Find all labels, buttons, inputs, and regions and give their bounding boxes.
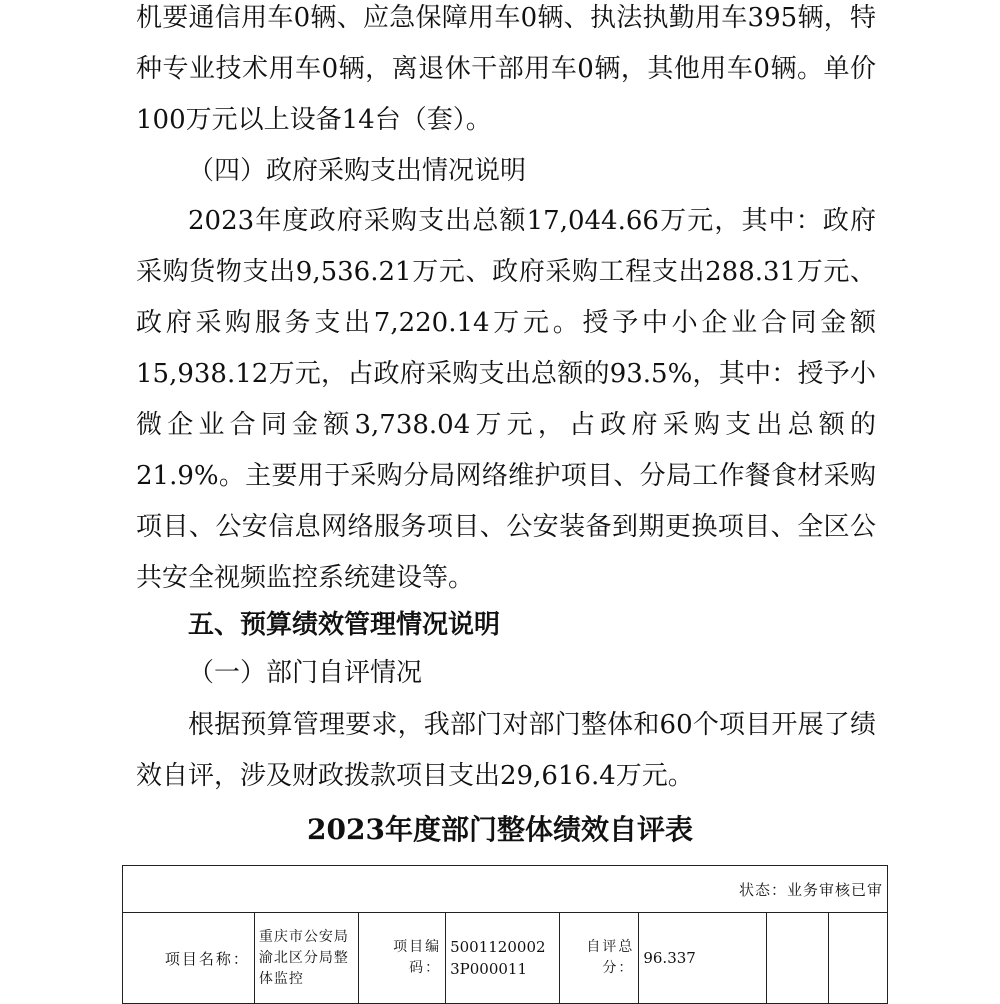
project-name-value: 重庆市公安局渝北区分局整体监控 xyxy=(254,913,358,1004)
project-name-label: 项目名称： xyxy=(123,913,255,1004)
score-value: 96.337 xyxy=(639,913,767,1004)
paragraph-vehicles: 机要通信用车0辆、应急保障用车0辆、执法执勤用车395辆，特种专业技术用车0辆，离退休干部用车0辆，其他用车0辆。单价100万元以上设备14台（套）。 xyxy=(136,3,876,135)
empty-cell xyxy=(767,913,828,1004)
project-code-value: 50011200023P000011 xyxy=(446,913,560,1004)
status-cell: 状态：业务审核已审 xyxy=(123,866,888,913)
self-evaluation-table xyxy=(122,865,888,1004)
empty-cell xyxy=(828,913,887,1004)
project-code-label: 项目编码： xyxy=(358,913,446,1004)
heading-self-evaluation: （一）部门自评情况 xyxy=(188,658,423,688)
paragraph-self-evaluation: 根据预算管理要求，我部门对部门整体和60个项目开展了绩效自评，涉及财政拨款项目支出29,616.4万元。 xyxy=(136,710,876,791)
heading-procurement: （四）政府采购支出情况说明 xyxy=(188,156,527,186)
table-title: 2023年度部门整体绩效自评表 xyxy=(307,813,693,846)
score-label: 自评总分： xyxy=(559,913,639,1004)
paragraph-procurement: 2023年度政府采购支出总额17,044.66万元，其中：政府采购货物支出9,536.21万元、政府采购工程支出288.31万元、政府采购服务支出7,220.14万元。授予中小企业合同金额15,938.12万元，占政府采购支出总额的93.5%，其中：授予小微企业合同金额3,738.04万元，占政府采购支出总额的21.9%。主要用于采购分局网络维护项目、分局工作餐食材采购项目、公安信息网络服务项目、公安装备到期更换项目、全区公共安全视频监控系统建设等。 xyxy=(136,206,876,593)
heading-performance: 五、预算绩效管理情况说明 xyxy=(188,610,501,640)
